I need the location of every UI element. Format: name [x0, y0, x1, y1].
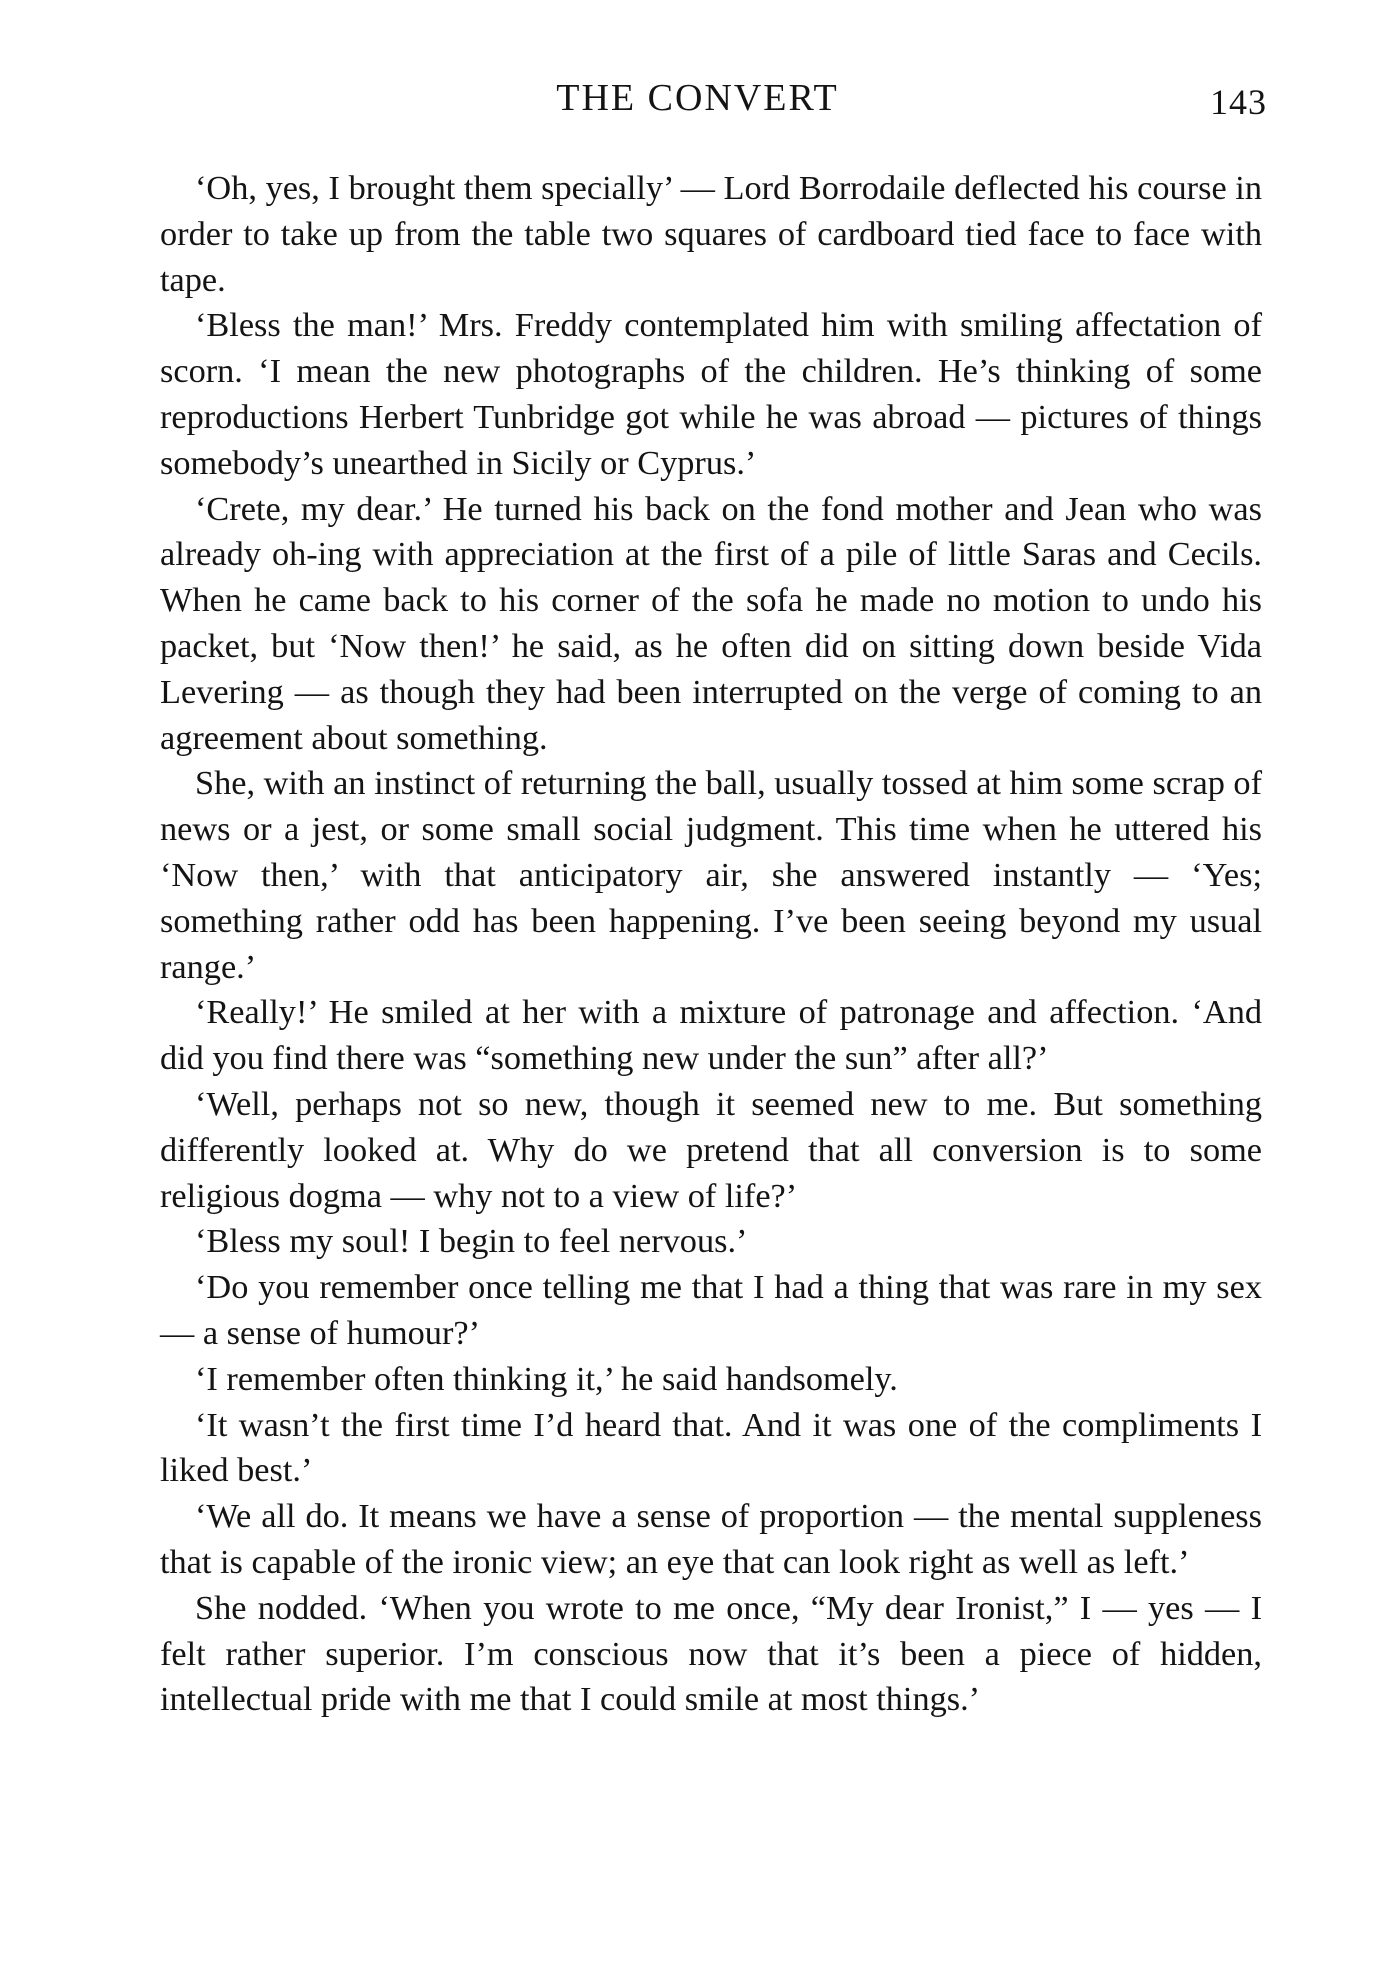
paragraph: ‘We all do. It means we have a sense of proportion — the mental suppleness that is capable of the ironic view; an eye that can look right as well as left.’	[160, 1497, 1262, 1581]
running-head	[0, 70, 1395, 130]
paragraph: She, with an instinct of returning the ball, usually tossed at him some scrap of news or a jest, or some small social judgment. This time when he uttered his ‘Now then,’ with that anticipatory air, she answered instantly — ‘Yes; something rather odd has been happening. I’ve been seeing beyond my usual range.’	[160, 764, 1262, 986]
paragraph: ‘Really!’ He smiled at her with a mixture of patronage and affection. ‘And did you find there was “something new under the sun” after all?’	[160, 993, 1262, 1078]
chapter-title: THE CONVERT	[556, 77, 839, 119]
page-number: 143	[1210, 82, 1267, 122]
paragraph: ‘Bless my soul! I begin to feel nervous.’	[195, 1222, 748, 1261]
paragraph: ‘It wasn’t the first time I’d heard that. And it was one of the compliments I liked best.’	[160, 1405, 1262, 1490]
paragraph: ‘Bless the man!’ Mrs. Freddy contemplated him with smiling affectation of scorn. ‘I mean the new photographs of the children. He’s thinking of some reproductions Herbert Tunbridge got while he was abroad — pictures of things somebody’s unearthed in Sicily or Cyprus.’	[160, 306, 1262, 482]
paragraph: ‘I remember often thinking it,’ he said handsomely.	[195, 1359, 898, 1398]
body-text	[160, 166, 1262, 1723]
paragraph: She nodded. ‘When you wrote to me once, “My dear Ironist,” I — yes — I felt rather superior. I’m conscious now that it’s been a piece of hidden, intellectual pride with me that I could smile at most things.’	[160, 1588, 1262, 1719]
paragraph: ‘Well, perhaps not so new, though it seemed new to me. But something differently looked at. Why do we pretend that all conversion is to some religious dogma — why not to a view of life?’	[160, 1084, 1262, 1215]
paragraph: ‘Crete, my dear.’ He turned his back on the fond mother and Jean who was already oh-ing with appreciation at the first of a pile of little Saras and Cecils. When he came back to his corner of the sofa he made no motion to undo his packet, but ‘Now then!’ he said, as he often did on sitting down beside Vida Levering — as though they had been interrupted on the verge of coming to an agreement about something.	[160, 489, 1262, 757]
paragraph: ‘Oh, yes, I brought them specially’ — Lord Borrodaile deflected his course in order to take up from the table two squares of cardboard tied face to face with tape.	[160, 169, 1262, 299]
paragraph: ‘Do you remember once telling me that I had a thing that was rare in my sex — a sense of humour?’	[160, 1268, 1262, 1352]
